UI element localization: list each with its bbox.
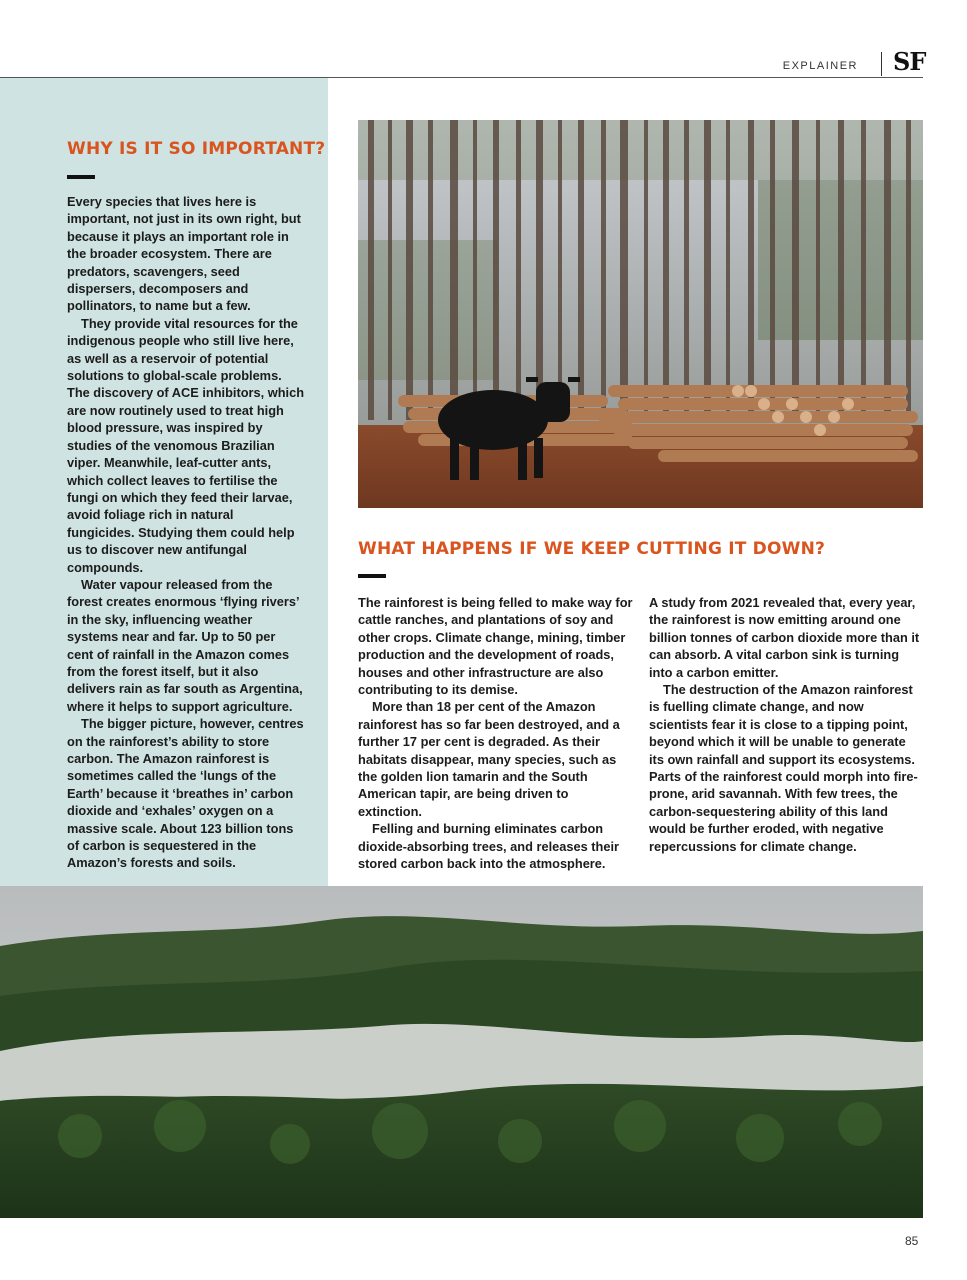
deforestation-cow-photo xyxy=(358,120,923,508)
misty-rainforest-photo xyxy=(0,886,923,1218)
sidebar-heading-dash xyxy=(67,175,95,179)
sidebar-heading: WHY IS IT SO IMPORTANT? xyxy=(67,139,326,159)
main-heading: WHAT HAPPENS IF WE KEEP CUTTING IT DOWN? xyxy=(358,539,826,559)
main-paragraph: A study from 2021 revealed that, every year, the rainforest is now emitting around one billion tonnes of carbon dioxide more than it can absorb. A vital carbon sink is turning into a carbon emitter. xyxy=(649,595,920,680)
page-number: 85 xyxy=(905,1234,919,1248)
sidebar-paragraph: Water vapour released from the forest creates enormous ‘flying rivers’ in the sky, influencing weather systems near and far. Up to 50 per cent of rainfall in the Amazon comes from the forest itself, but it also delivers rain as far south as Argentina, where it helps to support agriculture. xyxy=(67,576,303,714)
sidebar-paragraph: Every species that lives here is important, not just in its own right, but because it plays an important role in the broader ecosystem. There are predators, scavengers, seed dispersers, decomposers and pollinators, to name but a few. xyxy=(67,194,301,314)
main-paragraph: Felling and burning eliminates carbon dioxide-absorbing trees, and releases their stored carbon back into the atmosphere. xyxy=(358,821,619,872)
magazine-logo: SF xyxy=(893,47,926,76)
sidebar-paragraph: The bigger picture, however, centres on the rainforest’s ability to store carbon. The Amazon rainforest is sometimes called the ‘lungs of the Earth’ because it ‘breathes in’ carbon dioxide and ‘exhales’ oxygen on a massive scale. About 123 billion tons of carbon is sequestered in the Amazon’s forests and soils. xyxy=(67,716,304,871)
header-separator xyxy=(881,52,882,76)
main-column-1 xyxy=(358,594,633,873)
main-paragraph: More than 18 per cent of the Amazon rainforest has so far been destroyed, and a further 17 per cent is degraded. As their habitats disappear, many species, such as the golden lion tamarin and the South American tapir, are being driven to extinction. xyxy=(358,699,620,819)
main-column-2 xyxy=(649,594,923,855)
main-paragraph: The destruction of the Amazon rainforest is fuelling climate change, and now scientists fear it is close to a tipping point, beyond which it will be unable to generate its own rainfall and support its ecosystems. Parts of the rainforest could morph into fire-prone, arid savannah. With few trees, the carbon-sequestering ability of this land would be further eroded, with negative repercussions for climate change. xyxy=(649,682,918,854)
section-label: EXPLAINER xyxy=(782,60,858,72)
sidebar-body xyxy=(67,193,304,872)
sidebar-paragraph: They provide vital resources for the indigenous people who still live here, as well as a reservoir of potential solutions to global-scale problems. The discovery of ACE inhibitors, which are now routinely used to treat high blood pressure, was inspired by studies of the venomous Brazilian viper. Meanwhile, leaf-cutter ants, which collect leaves to fertilise the fungi on which they feed their larvae, avoid foliage rich in natural fungicides. Studying them could help us to discover new antifungal compounds. xyxy=(67,315,305,575)
main-heading-dash xyxy=(358,574,386,578)
main-paragraph: The rainforest is being felled to make way for cattle ranches, and plantations of soy and other crops. Climate change, mining, timber production and the development of roads, houses and other infrastructure are also contributing to its demise. xyxy=(358,595,633,698)
